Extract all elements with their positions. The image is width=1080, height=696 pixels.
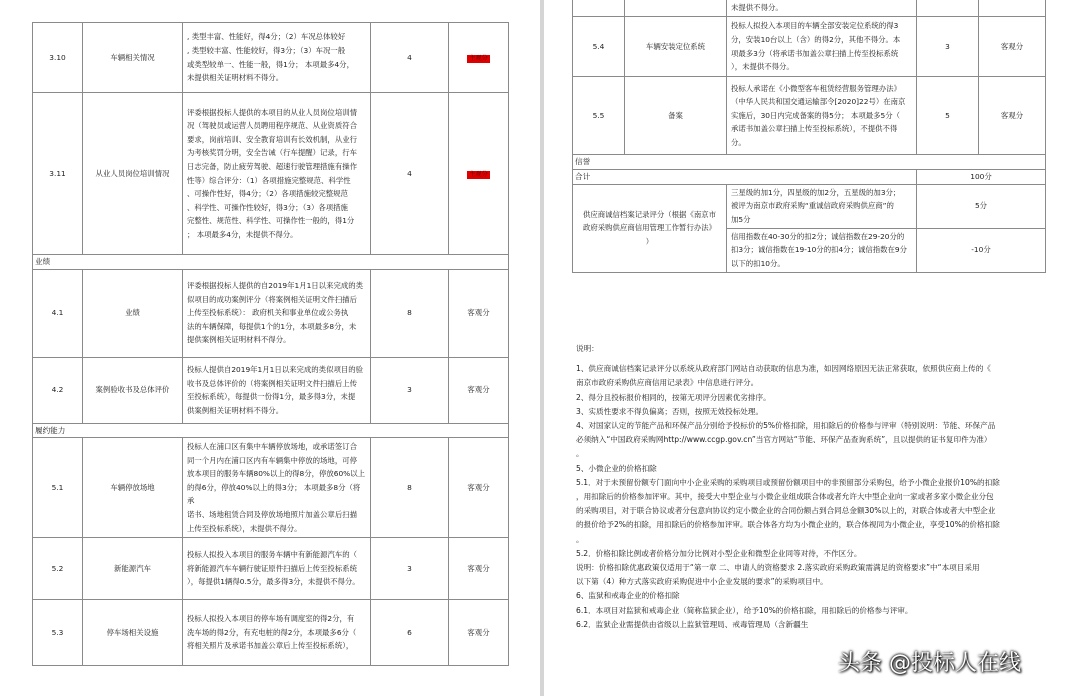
item-criteria: 投标人在浦口区有集中车辆停放场地，或承诺签订合 同一个月内在浦口区内有车辆集中停放的场地，可停 放本项目的服务车辆80%以上的得8分，停放60%以上 的得6分，停放40%以上的得3分； 本项最多8分（将承 诺书、场地租赁合同及停放场地照片加盖公章后扫描 上传至投标系统），未提供不得分。 xyxy=(183,438,371,538)
section-heading: 信誉 xyxy=(573,155,1046,170)
item-criteria: 未提供不得分。 xyxy=(727,0,917,17)
item-number: 3.10 xyxy=(33,23,83,93)
total-row xyxy=(573,169,1046,184)
table-row xyxy=(33,269,509,357)
note-line: 的报价给予2%的扣除，用扣除后的价格参加评审。联合体各方均为小微企业的，联合体视同为小微企业，享受10%的价格扣除 xyxy=(576,520,1000,530)
scoring-table-right xyxy=(572,0,1046,273)
note-line: 5.1．对于未预留份额专门面向中小企业采购的采购项目或预留份额项目中的非预留部分采购包，给予小微企业报价10%的扣除 xyxy=(576,477,1000,487)
item-score: 6 xyxy=(371,600,449,666)
item-type: 客观分 xyxy=(979,77,1046,155)
item-name: 案例验收书及总体评价 xyxy=(83,357,183,423)
explanation-notes xyxy=(576,342,1056,632)
item-name: 车辆安装定位系统 xyxy=(625,17,727,77)
note-line: 6.2．监狱企业需提供由省级以上监狱管理局、戒毒管理局（含新疆生 xyxy=(576,619,809,629)
item-number: 5.4 xyxy=(573,17,625,77)
note-line: 。 xyxy=(576,534,584,544)
note-line: ，用扣除后的价格参加评审。其中，接受大中型企业与小微企业组成联合体或者允许大中型企业向一家或者多家小微企业分包 xyxy=(576,492,994,502)
item-type: 客观分 xyxy=(449,269,509,357)
credit-item-name: 供应商诚信档案记录评分（根据《南京市 政府采购供应商信用管理工作暂行办法》 ） xyxy=(573,184,727,272)
item-criteria: 评委根据投标人提供的自2019年1月1日以来完成的类 似项目的成功案例评分（将案例相关证明文件扫描后 上传至投标系统）： 政府机关和事业单位或公务执 法的车辆保障，每提供1个的1分，本项最多8分，未 提供案例相关证明材料不得分。 xyxy=(183,269,371,357)
note-line: 南京市政府采购供应商信用记录表》中信息进行评分。 xyxy=(576,378,759,388)
note-line: 5、小微企业的价格扣除 xyxy=(576,463,657,473)
table-row xyxy=(33,23,509,93)
item-type: 客观分 xyxy=(979,17,1046,77)
section-row xyxy=(573,155,1046,170)
section-heading: 业绩 xyxy=(33,255,509,270)
section-heading: 履约能力 xyxy=(33,423,509,438)
item-criteria: 三星级的加1分，四星级的加2分，五星级的加3分； 被评为南京市政府采购“重诚信政府采购供应商”的 加5分 xyxy=(727,184,917,228)
table-row xyxy=(33,438,509,538)
item-score: 8 xyxy=(371,438,449,538)
note-line: 必须纳入“中国政府采购网http://www.ccgp.gov.cn”当官方网站“节能、环保产品查询系统”，且以提供的证书复印件为准） xyxy=(576,435,992,445)
item-score: 4 xyxy=(371,23,449,93)
item-type: 客观分 xyxy=(449,600,509,666)
total-value: 100分 xyxy=(917,169,1046,184)
item-criteria: 投标人拟投入本项目的车辆全部安装定位系统的得3 分，安装10台以上（含）的得2分，其他不得分。本 项最多3分（将承诺书加盖公章扫描上传至投标系统 ），未提供不得分。 xyxy=(727,17,917,77)
item-score: 8 xyxy=(371,269,449,357)
item-number: 5.1 xyxy=(33,438,83,538)
credit-penalty: -10分 xyxy=(917,228,1046,272)
item-name: 新能源汽车 xyxy=(83,538,183,600)
item-type: 客观分 xyxy=(449,438,509,538)
item-number: 5.3 xyxy=(33,600,83,666)
section-row xyxy=(33,423,509,438)
subjective-badge: 主观分 xyxy=(469,170,488,178)
table-row xyxy=(573,77,1046,155)
total-label: 合计 xyxy=(573,169,917,184)
item-criteria: , 类型丰富、性能好，得4分；（2）车况总体较好 , 类型较丰富、性能较好，得3分；（3）车况一般 或类型较单一、性能一般，得1分； 本项最多4分， 未提供相关证明材料不得分。 xyxy=(183,23,371,93)
note-line: 1、供应商诚信档案记录评分以系统从政府部门网站自动获取的信息为准，如因网络原因无法正常获取，依照供应商上传的《 xyxy=(576,364,991,374)
watermark: 头条 @投标人在线 xyxy=(838,651,1021,676)
item-criteria: 信用指数在40-30分的扣2分；诚信指数在29-20分的 扣3分；诚信指数在19-10分的扣4分；诚信指数在9分 以下的扣10分。 xyxy=(727,228,917,272)
item-criteria: 评委根据投标人提供的本项目的从业人员岗位培训情 况（驾驶员或运营人员聘用程序规范、从业资质符合 要求，岗前培训、安全教育培训有长效机制，从业行 为考核奖罚分明，安全告诫（行车提醒）记录，行车 日志完备，防止疲劳驾驶、超速行驶管理措施有操作 性等）综合评分：（1）各项措施完整规范、科学性 、可操作性好，得4分；（2）各项措施较完整规范 、科学性、可操作性较好，得3分；（3）各项措施 完整性、规范性、科学性、可操作性一般的，得1分 ； 本项最多4分，未提供不得分。 xyxy=(183,93,371,255)
item-criteria: 投标人拟投入本项目的服务车辆中有新能源汽车的（ 将新能源汽车车辆行驶证原件扫描后上传至投标系统 ），每提供1辆得0.5分，最多得3分，未提供不得分。 xyxy=(183,538,371,600)
item-score: 4 xyxy=(371,93,449,255)
item-name: 从业人员岗位培训情况 xyxy=(83,93,183,255)
item-number: 4.1 xyxy=(33,269,83,357)
table-row xyxy=(33,357,509,423)
table-row xyxy=(33,93,509,255)
credit-bonus: 5分 xyxy=(917,184,1046,228)
item-criteria: 投标人承诺在《小微型客车租赁经营服务管理办法》 （中华人民共和国交通运输部令[2020]22号）在南京 实施后，30日内完成备案的得5分； 本项最多5分（ 承诺书加盖公章扫描上传至投标系统），不提供不得 分。 xyxy=(727,77,917,155)
item-score: 5 xyxy=(917,77,979,155)
item-number: 5.2 xyxy=(33,538,83,600)
note-line: 3、实质性要求不得负偏离；否则，按照无效投标处理。 xyxy=(576,406,764,416)
note-line: 5.2．价格扣除比例或者价格分加分比例对小型企业和微型企业同等对待，不作区分。 xyxy=(576,548,862,558)
item-name: 车辆停放场地 xyxy=(83,438,183,538)
item-number: 4.2 xyxy=(33,357,83,423)
note-line: 2、得分且投标报价相同的，按第无项评分因素优劣排序。 xyxy=(576,392,771,402)
note-line: 4、对国家认定的节能产品和环保产品分别给予投标价的5%价格扣除，用扣除后的价格参与评审（特别说明：节能、环保产品 xyxy=(576,421,996,431)
item-score: 3 xyxy=(371,538,449,600)
section-row xyxy=(33,255,509,270)
table-row xyxy=(573,184,1046,228)
item-name: 车辆相关情况 xyxy=(83,23,183,93)
note-line: 说明：价格扣除优惠政策仅适用于“第一章 二、申请人的资格要求 2.落实政府采购政策需满足的资格要求”中“本项目采用 xyxy=(576,563,980,573)
item-criteria: 投标人拟投入本项目的停车场有调度室的得2分，有 洗车场的得2分，有充电桩的得2分，本项最多6分（ 将相关照片及承诺书加盖公章后上传至投标系统）， xyxy=(183,600,371,666)
item-type: 客观分 xyxy=(449,357,509,423)
item-criteria: 投标人提供自2019年1月1日以来完成的类似项目的验 收书及总体评价的（将案例相关证明文件扫描后上传 至投标系统），每提供一份得1分，最多得3分，未提 供案例相关证明材料不得分。 xyxy=(183,357,371,423)
item-type xyxy=(449,93,509,255)
note-line: 。 xyxy=(576,449,584,459)
table-row xyxy=(573,0,1046,17)
table-row xyxy=(33,538,509,600)
note-line: 6、监狱和戒毒企业的价格扣除 xyxy=(576,591,680,601)
item-score: 3 xyxy=(371,357,449,423)
item-type: 客观分 xyxy=(449,538,509,600)
table-row xyxy=(573,17,1046,77)
subjective-badge: 主观分 xyxy=(469,54,488,62)
table-row xyxy=(33,600,509,666)
item-name: 停车场相关设施 xyxy=(83,600,183,666)
notes-heading: 说明： xyxy=(576,344,599,353)
note-line: 的采购项目，对于联合协议或者分包意向协议约定小微企业的合同份额占到合同总金额30%以上的，对联合体或者大中型企业 xyxy=(576,506,996,516)
item-type xyxy=(449,23,509,93)
item-name: 备案 xyxy=(625,77,727,155)
item-number: 3.11 xyxy=(33,93,83,255)
note-line: 6.1．本项目对监狱和戒毒企业（简称监狱企业），给予10%的价格扣除，用扣除后的价格参与评审。 xyxy=(576,605,913,615)
item-score: 3 xyxy=(917,17,979,77)
note-line: 以下第（4）种方式落实政府采购促进中小企业发展的要求”的采购项目中。 xyxy=(576,577,828,587)
item-number: 5.5 xyxy=(573,77,625,155)
scoring-table-left xyxy=(32,22,509,666)
item-name: 业绩 xyxy=(83,269,183,357)
